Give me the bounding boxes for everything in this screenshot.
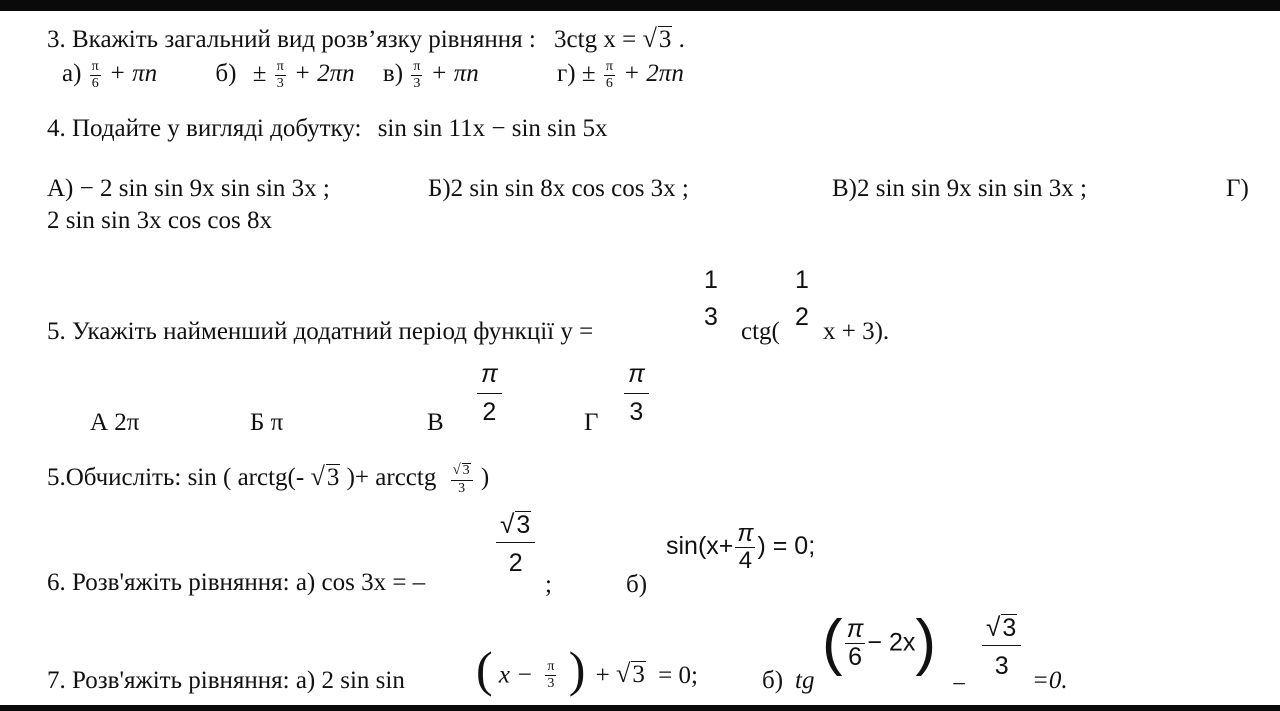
q6-semicolon: ; [545, 571, 552, 598]
q7-title: 7. Розв'яжіть рівняння: а) 2 sin sin [47, 667, 405, 694]
q3-option-b: б) ± $\frac{\pi}{3}$ + 2πn [215, 59, 355, 91]
q5-option-v: В [427, 409, 444, 436]
q3-title: 3. Вкажіть загальний вид розв’язку рівняння : [47, 26, 536, 53]
q3-options [62, 60, 684, 91]
q5-option-a: А 2π [90, 409, 140, 436]
q3-option-a: а) $\frac{\pi}{6}$ + πn [62, 59, 158, 91]
q7-expression-a: ( x − $\frac{\pi}{3}$ ) + √ 3 = 0; [476, 641, 698, 697]
q3-equation: 3ctg x = √ 3 . [554, 24, 685, 53]
q4-expression: sin sin 11x − sin sin 5x [377, 115, 608, 142]
q4-option-a: А) − 2 sin sin 9x sin sin 3x ; [47, 175, 330, 202]
q3-option-v: в) $\frac{\pi}{3}$ + πn [382, 59, 479, 91]
q6-title: 6. Розв'яжіть рівняння: а) cos 3x = – [47, 569, 426, 596]
q4-line [47, 116, 608, 141]
q5b-title: 5.Обчисліть: sin ( arctg(- [47, 464, 305, 492]
q6-fraction: √ 3 2 [494, 511, 537, 576]
q5-tail: x + 3). [823, 318, 890, 345]
q6-option-b-expression: sin(x+ $\frac{\pi}{4}$ ) = 0; [666, 520, 816, 574]
q7-end: =0. [1032, 667, 1068, 694]
q5b-sqrt: √ 3 [310, 462, 340, 492]
q7-option-b-label: б) [762, 667, 784, 694]
q4-option-v: В)2 sin sin 9x sin sin 3x ; [832, 175, 1087, 202]
top-border-bar [0, 0, 1280, 11]
q5-option-b: Б π [250, 409, 284, 436]
q5b-fraction: √ 3 3 [451, 463, 473, 496]
q7-option-b-paren-expression: ( $\frac{\pi}{6}$ − 2x) [822, 608, 937, 677]
q5-option-g: Г [584, 409, 599, 436]
q5-title: 5. Укажіть найменший додатний період функції y = [47, 318, 594, 345]
q6-option-b-label: б) [626, 571, 648, 598]
q7-tg: tg [795, 667, 815, 694]
q3-sqrt: √ 3 [642, 24, 672, 53]
q4-option-g: 2 sin sin 3x cos cos 8x [47, 207, 272, 234]
q5b-line: 5.Обчисліть: sin ( arctg(- √ 3 )+ arcctg √ 3 3 ) [47, 462, 490, 496]
q5-option-g-fraction: $\frac{\pi}{3}$ [622, 362, 651, 425]
q5-option-v-fraction: $\frac{\pi}{2}$ [475, 362, 504, 425]
q5-fraction-1: 1 3 [704, 266, 718, 331]
q7-option-b-fraction: √ 3 3 [980, 614, 1023, 679]
q4-option-g-label: Г) [1226, 175, 1249, 202]
q3-option-g: г) ± $\frac{\pi}{6}$ + 2πn [557, 59, 684, 91]
bottom-border-bar [0, 705, 1280, 711]
q5-ctg: ctg( [741, 318, 780, 345]
q3-line [47, 26, 685, 53]
q5-fraction-2: 1 2 [795, 266, 809, 331]
q4-title: 4. Подайте у вигляді добутку: [47, 115, 362, 142]
q7-minus: − [952, 671, 967, 698]
q4-option-b: Б)2 sin sin 8x cos cos 3x ; [428, 175, 689, 202]
